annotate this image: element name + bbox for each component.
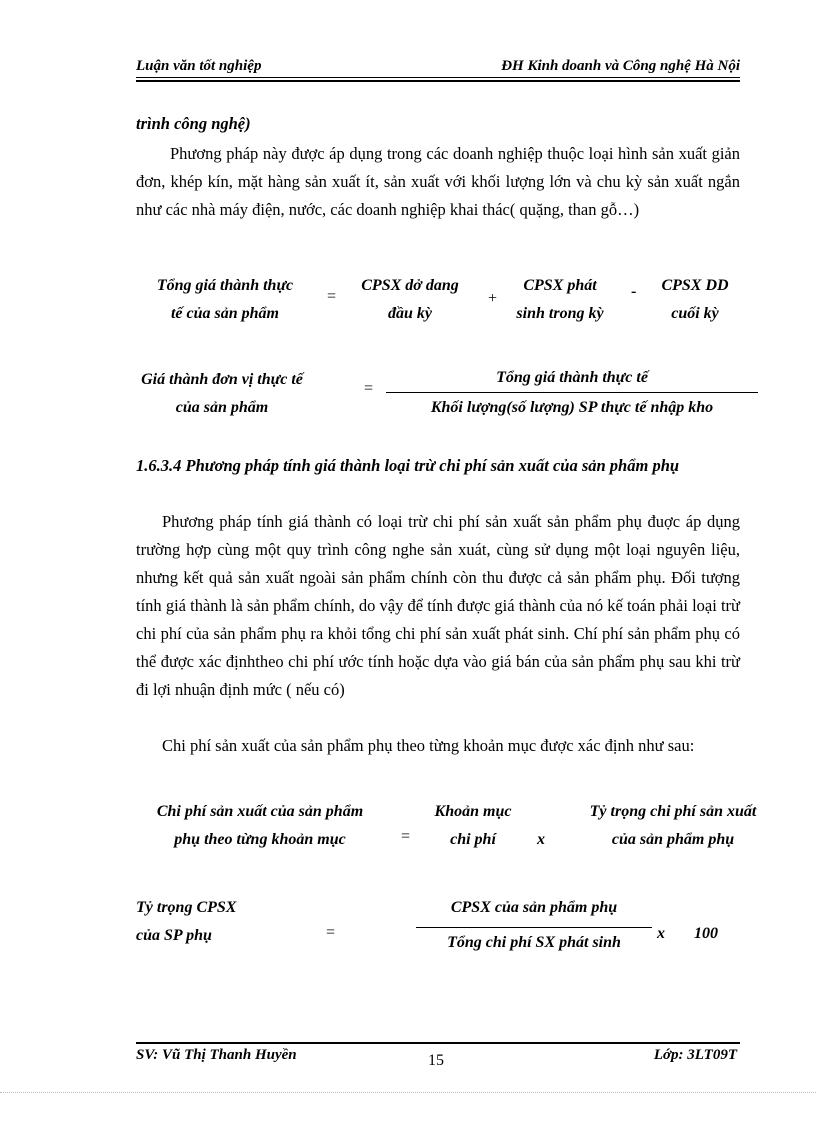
section-title-tail: trình công nghệ)	[136, 114, 251, 133]
footer-class: Lớp: 3LT09T	[653, 1047, 737, 1063]
formula2-lhs: Giá thành đơn vị thực tế của sản phẩm	[141, 371, 303, 416]
formula1-minus: -	[631, 283, 637, 300]
header-left: Luận văn tốt nghiệp	[136, 58, 262, 74]
formula1-term1: CPSX dở dang đầu kỳ	[361, 277, 459, 322]
paragraph-1: Phương pháp này được áp dụng trong các doanh nghiệp thuộc loại hình sản xuất giản đơn, khép kín, mặt hàng sản xuất ít, sản xuất với khối lượng lớn và chu kỳ sản xuất ngắn như các nhà máy điện, nước, các doanh nghiệp khai thác( quặng, than gỗ…)	[136, 144, 740, 219]
formula1-lhs: Tổng giá thành thực tế của sản phẩm	[156, 277, 294, 322]
formula3-term1: Khoản mục chi phí	[434, 803, 512, 848]
page-bottom-edge	[0, 1092, 816, 1093]
formula2-numerator: Tổng giá thành thực tế	[496, 369, 648, 386]
section-heading-1-6-3-4: 1.6.3.4 Phương pháp tính giá thành loại trừ chi phí sản xuất của sản phẩm phụ	[136, 456, 680, 475]
footer-student: SV: Vũ Thị Thanh Huyền	[136, 1047, 297, 1063]
page-number: 15	[428, 1052, 444, 1069]
paragraph-3: Chi phí sản xuất của sản phẩm phụ theo từng khoản mục được xác định như sau:	[162, 736, 695, 755]
paragraph-2: Phương pháp tính giá thành có loại trừ chi phí sản xuất sản phẩm phụ đuợc áp dụng trường hợp cùng một quy trình công nghe sản xuát, cùng sử dụng một loại nguyên liệu, nhưng kết quả sản xuất ngoài sản phẩm chính còn thu được cả sản phẩm phụ. Đối tượng tính giá thành là sản phẩm chính, do vậy để tính được giá thành của nó kế toán phải loại trừ chi phí của sản phẩm phụ ra khỏi tổng chi phí sản xuất phát sinh. Chí phí sản phẩm phụ có thể được xác địnhtheo chi phí ước tính hoặc dựa vào giá bán của sản phẩm phụ sau khi trừ đi lợi nhuận định mức ( nếu có)	[136, 512, 740, 699]
formula2-equals: =	[364, 380, 374, 397]
formula4-factor: 100	[694, 925, 718, 942]
header-rule-thick	[136, 80, 740, 82]
formula4-lhs: Tỷ trọng CPSX của SP phụ	[136, 899, 237, 944]
footer-rule	[136, 1042, 740, 1044]
formula3-equals: =	[401, 828, 411, 845]
formula4-denominator: Tổng chi phí SX phát sinh	[447, 934, 621, 951]
formula1-equals: =	[327, 288, 337, 305]
formula3-lhs: Chi phí sản xuất của sản phẩm phụ theo từng khoản mục	[156, 803, 364, 848]
formula3-term2: Tỷ trọng chi phí sản xuất của sản phẩm phụ	[589, 803, 757, 848]
formula1-term2: CPSX phát sinh trong kỳ	[516, 277, 604, 322]
formula1-plus: +	[488, 290, 498, 307]
formula4-fraction-bar	[416, 927, 652, 928]
formula4-numerator: CPSX của sản phẩm phụ	[450, 899, 618, 916]
formula2-fraction-bar	[386, 392, 758, 393]
header-right: ĐH Kinh doanh và Công nghệ Hà Nội	[501, 58, 740, 74]
formula2-denominator: Khối lượng(số lượng) SP thực tế nhập kho	[430, 399, 714, 416]
header-rule-thin	[136, 77, 740, 78]
formula1-term3: CPSX DD cuối kỳ	[661, 277, 729, 322]
formula4-times: x	[657, 925, 665, 942]
formula3-times: x	[537, 831, 545, 848]
formula4-equals: =	[326, 924, 336, 941]
